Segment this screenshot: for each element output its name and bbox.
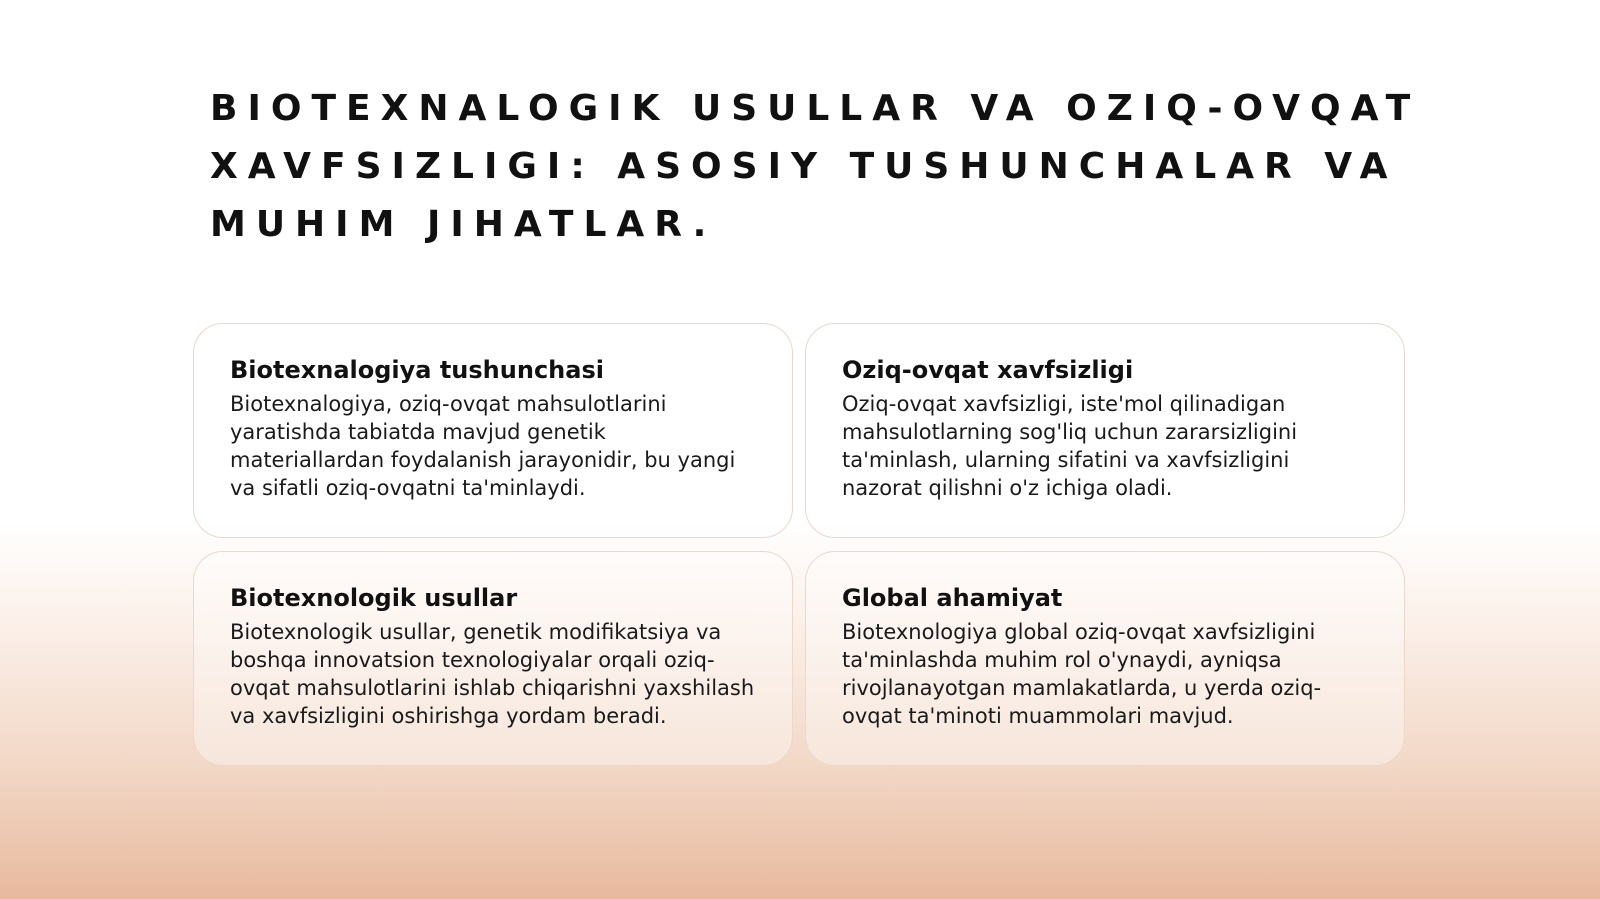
card-heading: Biotexnalogiya tushunchasi bbox=[230, 356, 604, 384]
card-body: Biotexnologiya global oziq-ovqat xavfsizligini ta'minlashda muhim rol o'ynaydi, ayniqsa rivojlanayotgan mamlakatlarda, u yerda oziq-ovqat ta'minoti muammolari mavjud. bbox=[842, 620, 1322, 728]
card-food-safety bbox=[805, 323, 1405, 538]
card-body: Biotexnalogiya, oziq-ovqat mahsulotlarini yaratishda tabiatda mavjud genetik materiallardan foydalanish jarayonidir, bu yangi va sifatli oziq-ovqatni ta'minlaydi. bbox=[230, 392, 736, 500]
card-heading: Biotexnologik usullar bbox=[230, 584, 518, 612]
card-heading: Oziq-ovqat xavfsizligi bbox=[842, 356, 1134, 384]
card-biotechnology-concept bbox=[193, 323, 793, 538]
card-global-importance bbox=[805, 551, 1405, 766]
card-heading: Global ahamiyat bbox=[842, 584, 1063, 612]
card-body: Biotexnologik usullar, genetik modifikatsiya va boshqa innovatsion texnologiyalar orqali oziq-ovqat mahsulotlarini ishlab chiqarishni yaxshilash va xavfsizligini oshirishga yordam beradi. bbox=[230, 620, 755, 728]
card-body: Oziq-ovqat xavfsizligi, iste'mol qilinadigan mahsulotlarning sog'liq uchun zararsizligini ta'minlash, ularning sifatini va xavfsizligini nazorat qilishni o'z ichiga oladi. bbox=[842, 392, 1298, 500]
slide-title: BIOTEXNALOGIK USULLAR VA OZIQ-OVQAT XAVFSIZLIGI: ASOSIY TUSHUNCHALAR VA MUHIM JIHATLAR. bbox=[210, 88, 1421, 245]
card-biotech-methods bbox=[193, 551, 793, 766]
card-grid bbox=[193, 323, 1405, 766]
